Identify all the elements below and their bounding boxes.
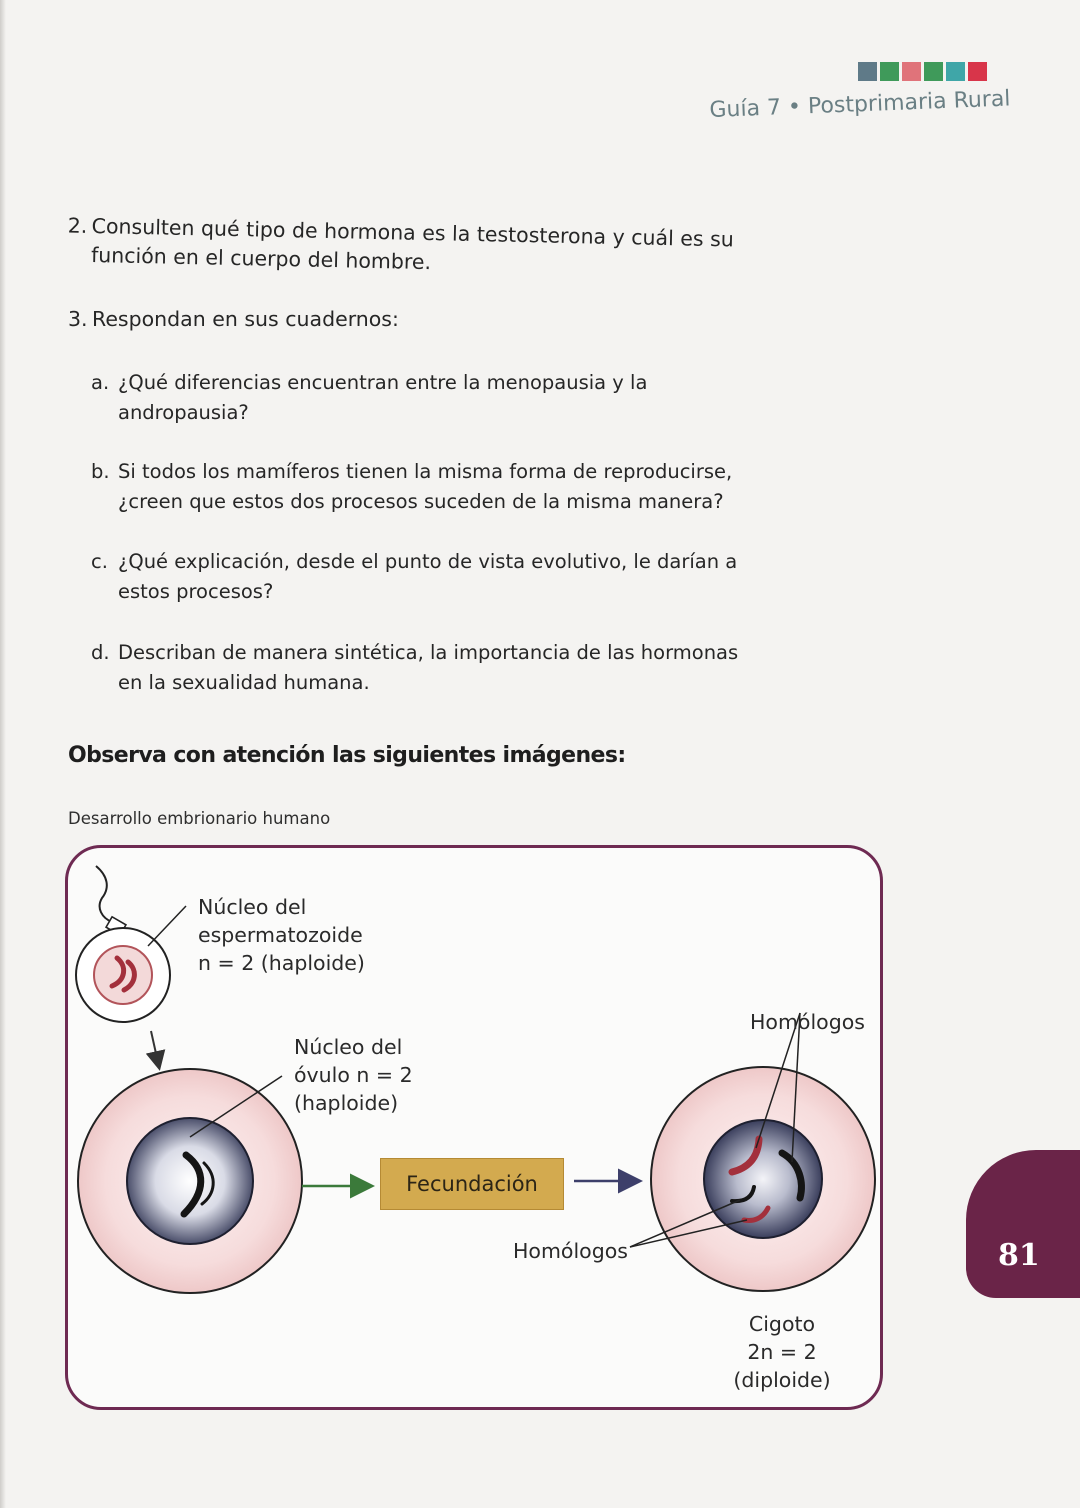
- label-line: óvulo n = 2: [294, 1063, 413, 1087]
- label-line: Cigoto: [748, 1312, 816, 1336]
- sub-question-b: [91, 457, 768, 517]
- page-number: 81: [998, 1238, 1040, 1273]
- question-number: 3.: [68, 307, 88, 331]
- color-square: [902, 62, 921, 81]
- sperm-to-ovum-arrow: [151, 1031, 159, 1067]
- section-title: Observa con atención las siguientes imágenes:: [68, 743, 626, 768]
- header-title: Guía 7 • Postprimaria Rural: [709, 86, 1011, 123]
- question-text: Consulten qué tipo de hormona es la testosterona y cuál es su función en el cuerpo del hombre.: [90, 213, 735, 275]
- sub-question-letter: d.: [91, 641, 110, 664]
- sub-question-text: Si todos los mamíferos tienen la misma forma de reproducirse, ¿creen que estos dos procesos suceden de la misma manera?: [118, 460, 733, 513]
- sub-question-c: [91, 547, 768, 607]
- homologs-bottom-label: Homólogos: [513, 1239, 628, 1263]
- fecundation-label: Fecundación: [406, 1172, 538, 1196]
- sperm-label-leader: [148, 906, 186, 946]
- label-line: (diploide): [733, 1368, 831, 1392]
- label-line: Núcleo del: [294, 1035, 403, 1059]
- header-color-strip: [858, 62, 987, 81]
- page-edge-shadow: [0, 0, 6, 1508]
- embryo-development-diagram: [65, 845, 883, 1410]
- label-line: (haploide): [294, 1091, 399, 1115]
- color-square: [924, 62, 943, 81]
- fecundation-box: [380, 1158, 564, 1210]
- label-line: 2n = 2: [747, 1340, 817, 1364]
- ovum-nucleus-label: [294, 1033, 413, 1117]
- sub-question-d: [91, 638, 768, 698]
- question-number: 2.: [67, 213, 88, 238]
- label-line: n = 2 (haploide): [198, 951, 365, 975]
- sub-question-letter: c.: [91, 550, 108, 573]
- label-line: Núcleo del: [198, 895, 307, 919]
- color-square: [968, 62, 987, 81]
- sub-question-letter: b.: [91, 460, 110, 483]
- zygote-label: [730, 1310, 834, 1394]
- color-square: [946, 62, 965, 81]
- figure-caption: Desarrollo embrionario humano: [68, 809, 331, 828]
- question-3: [68, 305, 692, 334]
- label-line: espermatozoide: [198, 923, 363, 947]
- ovum-cell: [78, 1069, 302, 1293]
- sperm-nucleus-label: [198, 893, 365, 977]
- sub-question-letter: a.: [91, 371, 110, 394]
- question-text: Respondan en sus cuadernos:: [92, 307, 399, 331]
- page-number-tab: [966, 1150, 1080, 1298]
- sub-question-text: ¿Qué explicación, desde el punto de vista evolutivo, le darían a estos procesos?: [118, 550, 738, 603]
- sub-question-text: Describan de manera sintética, la importancia de las hormonas en la sexualidad humana.: [118, 641, 739, 694]
- zygote-cell: [651, 1067, 875, 1291]
- color-square: [858, 62, 877, 81]
- sub-question-text: ¿Qué diferencias encuentran entre la menopausia y la andropausia?: [118, 371, 648, 424]
- homologs-top-label: Homólogos: [750, 1010, 865, 1034]
- sperm-cell: [76, 866, 170, 1022]
- color-square: [880, 62, 899, 81]
- sub-question-a: [91, 368, 768, 428]
- question-2: [67, 212, 782, 284]
